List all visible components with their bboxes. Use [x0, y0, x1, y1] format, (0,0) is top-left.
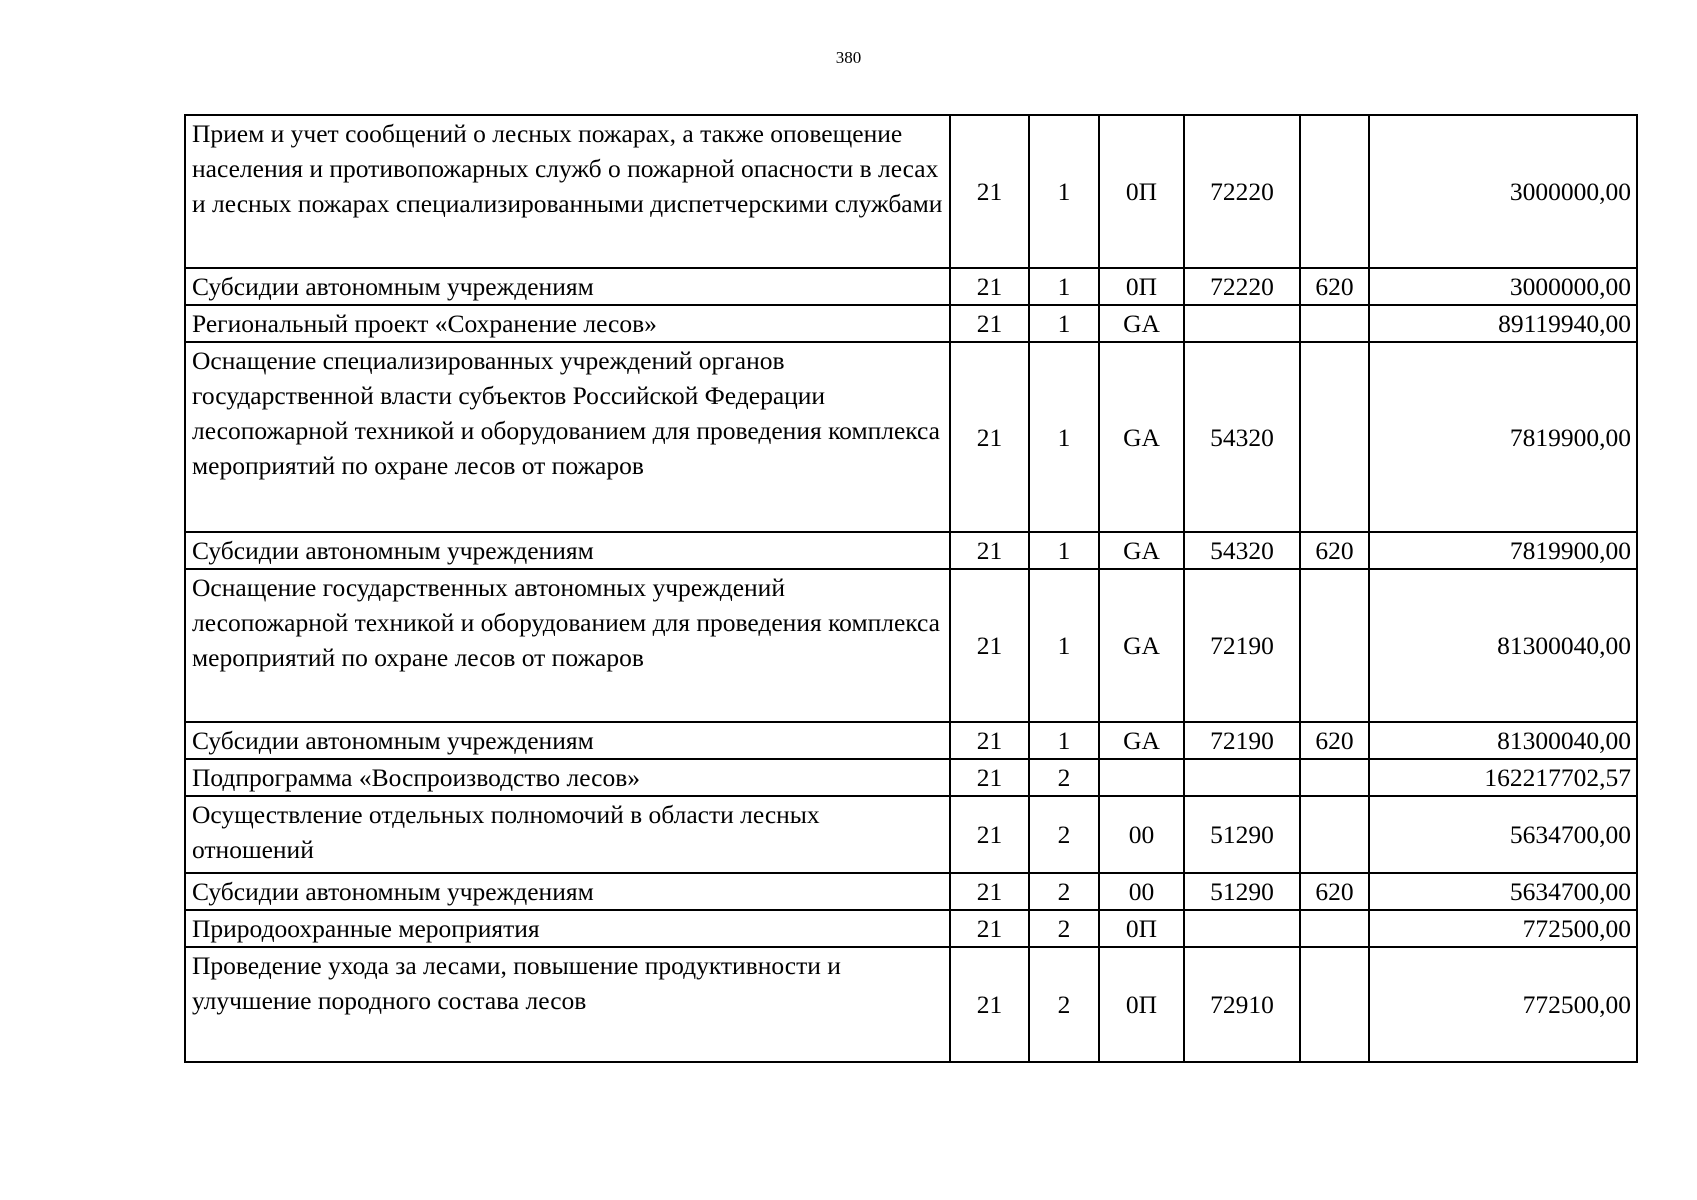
row-name-cell: Региональный проект «Сохранение лесов» [185, 305, 950, 342]
gp-code-cell: 21 [950, 115, 1029, 268]
subprogram-code-cell: 1 [1029, 115, 1099, 268]
subprogram-code-cell: 1 [1029, 532, 1099, 569]
amount-cell: 7819900,00 [1369, 342, 1637, 532]
gp-code-cell: 21 [950, 722, 1029, 759]
row-name-cell: Прием и учет сообщений о лесных пожарах, а также оповещение населения и противопожарных служб о пожарной опасности в лесах и лесных пожарах специализированными диспетчерскими службами [185, 115, 950, 268]
subprogram-code-cell: 1 [1029, 569, 1099, 722]
gp-code-cell: 21 [950, 910, 1029, 947]
direction-code-cell [1099, 759, 1184, 796]
row-name-cell: Оснащение специализированных учреждений органов государственной власти субъектов Российской Федерации лесопожарной техникой и оборудованием для проведения комплекса мероприятий по охране лесов от пожаров [185, 342, 950, 532]
subprogram-code-cell: 1 [1029, 268, 1099, 305]
direction-code-cell: 00 [1099, 873, 1184, 910]
table-row [185, 910, 1637, 947]
direction-code-cell: GA [1099, 532, 1184, 569]
direction-code-cell: 0П [1099, 268, 1184, 305]
subprogram-code-cell: 2 [1029, 947, 1099, 1062]
table-row [185, 305, 1637, 342]
expense-code-cell: 51290 [1184, 796, 1300, 873]
amount-cell: 81300040,00 [1369, 569, 1637, 722]
gp-code-cell: 21 [950, 569, 1029, 722]
expense-code-cell: 72910 [1184, 947, 1300, 1062]
subprogram-code-cell: 2 [1029, 910, 1099, 947]
row-name-cell: Субсидии автономным учреждениям [185, 873, 950, 910]
table-row [185, 873, 1637, 910]
expense-code-cell [1184, 759, 1300, 796]
expense-code-cell: 72190 [1184, 722, 1300, 759]
amount-cell: 162217702,57 [1369, 759, 1637, 796]
gp-code-cell: 21 [950, 873, 1029, 910]
subprogram-code-cell: 2 [1029, 796, 1099, 873]
table-row [185, 796, 1637, 873]
subprogram-code-cell: 2 [1029, 873, 1099, 910]
table-row [185, 532, 1637, 569]
expense-code-cell: 54320 [1184, 532, 1300, 569]
expense-type-cell [1300, 796, 1369, 873]
expense-type-cell [1300, 115, 1369, 268]
gp-code-cell: 21 [950, 532, 1029, 569]
direction-code-cell: 0П [1099, 910, 1184, 947]
direction-code-cell: 00 [1099, 796, 1184, 873]
table-row [185, 268, 1637, 305]
table-row [185, 115, 1637, 268]
amount-cell: 81300040,00 [1369, 722, 1637, 759]
expense-code-cell [1184, 305, 1300, 342]
direction-code-cell: 0П [1099, 947, 1184, 1062]
amount-cell: 7819900,00 [1369, 532, 1637, 569]
gp-code-cell: 21 [950, 759, 1029, 796]
budget-table [184, 114, 1638, 1063]
amount-cell: 3000000,00 [1369, 268, 1637, 305]
expense-type-cell [1300, 569, 1369, 722]
expense-code-cell [1184, 910, 1300, 947]
expense-type-cell [1300, 305, 1369, 342]
expense-type-cell [1300, 342, 1369, 532]
row-name-cell: Субсидии автономным учреждениям [185, 722, 950, 759]
table-row [185, 342, 1637, 532]
row-name-cell: Оснащение государственных автономных учреждений лесопожарной техникой и оборудованием для проведения комплекса мероприятий по охране лесов от пожаров [185, 569, 950, 722]
expense-code-cell: 54320 [1184, 342, 1300, 532]
gp-code-cell: 21 [950, 268, 1029, 305]
direction-code-cell: GA [1099, 722, 1184, 759]
expense-type-cell: 620 [1300, 722, 1369, 759]
subprogram-code-cell: 2 [1029, 759, 1099, 796]
page-number: 380 [835, 48, 862, 67]
row-name-cell: Природоохранные мероприятия [185, 910, 950, 947]
expense-code-cell: 72220 [1184, 268, 1300, 305]
direction-code-cell: GA [1099, 305, 1184, 342]
expense-code-cell: 72220 [1184, 115, 1300, 268]
table-row [185, 759, 1637, 796]
direction-code-cell: GA [1099, 342, 1184, 532]
gp-code-cell: 21 [950, 796, 1029, 873]
expense-code-cell: 72190 [1184, 569, 1300, 722]
amount-cell: 772500,00 [1369, 947, 1637, 1062]
expense-type-cell: 620 [1300, 532, 1369, 569]
expense-type-cell: 620 [1300, 873, 1369, 910]
subprogram-code-cell: 1 [1029, 722, 1099, 759]
direction-code-cell: GA [1099, 569, 1184, 722]
row-name-cell: Субсидии автономным учреждениям [185, 532, 950, 569]
gp-code-cell: 21 [950, 342, 1029, 532]
amount-cell: 5634700,00 [1369, 873, 1637, 910]
expense-type-cell [1300, 947, 1369, 1062]
row-name-cell: Субсидии автономным учреждениям [185, 268, 950, 305]
amount-cell: 5634700,00 [1369, 796, 1637, 873]
row-name-cell: Осуществление отдельных полномочий в области лесных отношений [185, 796, 950, 873]
expense-type-cell [1300, 910, 1369, 947]
subprogram-code-cell: 1 [1029, 305, 1099, 342]
table-row [185, 569, 1637, 722]
row-name-cell: Проведение ухода за лесами, повышение продуктивности и улучшение породного состава лесов [185, 947, 950, 1062]
row-name-cell: Подпрограмма «Воспроизводство лесов» [185, 759, 950, 796]
expense-code-cell: 51290 [1184, 873, 1300, 910]
expense-type-cell: 620 [1300, 268, 1369, 305]
amount-cell: 89119940,00 [1369, 305, 1637, 342]
direction-code-cell: 0П [1099, 115, 1184, 268]
expense-type-cell [1300, 759, 1369, 796]
amount-cell: 3000000,00 [1369, 115, 1637, 268]
table-row [185, 722, 1637, 759]
gp-code-cell: 21 [950, 305, 1029, 342]
subprogram-code-cell: 1 [1029, 342, 1099, 532]
amount-cell: 772500,00 [1369, 910, 1637, 947]
gp-code-cell: 21 [950, 947, 1029, 1062]
table-row [185, 947, 1637, 1062]
